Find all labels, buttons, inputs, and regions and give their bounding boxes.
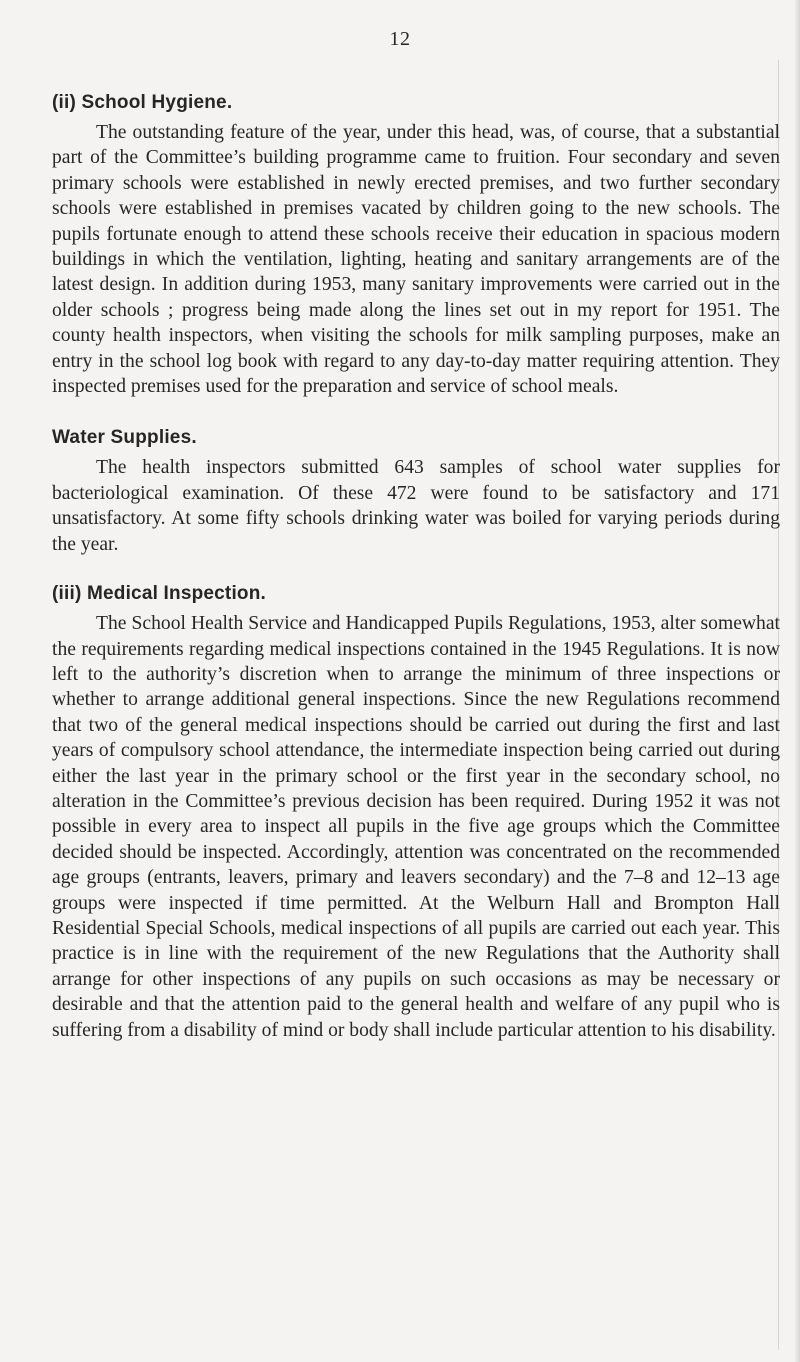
section-water-supplies — [52, 427, 780, 557]
section-paragraph: The School Health Service and Handicapped Pupils Regulations, 1953, alter somewhat the requirements regarding medical inspections contained in the 1945 Regulations. It is now left to the authority’s discretion when to arrange the minimum of three inspections or whether to arrange additional general inspections. Since the new Regulations recommend that two of the general medical inspections should be carried out during the first and last years of compulsory school attendance, the intermediate inspection being carried out during either the last year in the primary school or the first year in the secondary school, no alteration in the Committee’s previous decision has been required. During 1952 it was not possible in every area to inspect all pupils in the five age groups which the Committee decided should be inspected. Accordingly, attention was concentrated on the recommended age groups (entrants, leavers, primary and leavers secondary) and the 7–8 and 12–13 age groups were inspected if time permitted. At the Welburn Hall and Brompton Hall Residential Special Schools, medical inspections of all pupils are carried out each year. This practice is in line with the requirement of the new Regulations that the Authority shall arrange for other inspections of any pupils on such occasions as may be necessary or desirable and that the attention paid to the general health and welfare of any pupil who is suffering from a disability of mind or body shall include particular attention to his disability. — [52, 613, 780, 1041]
section-spacer — [52, 557, 780, 583]
section-heading: (ii) School Hygiene. — [52, 92, 233, 113]
section-school-hygiene — [52, 92, 780, 399]
section-medical-inspection — [52, 583, 780, 1043]
page-edge-shadow — [794, 0, 800, 1362]
section-paragraph: The outstanding feature of the year, under this head, was, of course, that a substantial part of the Committee’s building programme came to fruition. Four secondary and seven primary schools were established in newly erected premises, and two further secondary schools were established in premises vacated by children going to the new schools. The pupils fortunate enough to attend these schools receive their education in spacious modern buildings in which the ventilation, lighting, heating and sanitary arrangements are of the latest design. In addition during 1953, many sanitary improvements were carried out in the older schools ; progress being made along the lines set out in my report for 1951. The county health inspectors, when visiting the schools for milk sampling purposes, make an entry in the school log book with regard to any day-to-day matter requiring attention. They inspected premises used for the preparation and service of school meals. — [52, 122, 780, 398]
section-paragraph: The health inspectors submitted 643 samples of school water supplies for bacteriological examination. Of these 472 were found to be satisfactory and 171 unsatisfactory. At some fifty schools drinking water was boiled for varying periods during the year. — [52, 457, 780, 555]
section-spacer — [52, 399, 780, 427]
page-content — [52, 92, 780, 1043]
section-heading: (iii) Medical Inspection. — [52, 583, 267, 605]
page-binding-edge — [778, 60, 779, 1350]
section-heading: Water Supplies. — [52, 427, 197, 449]
page-number: 12 — [389, 28, 411, 50]
